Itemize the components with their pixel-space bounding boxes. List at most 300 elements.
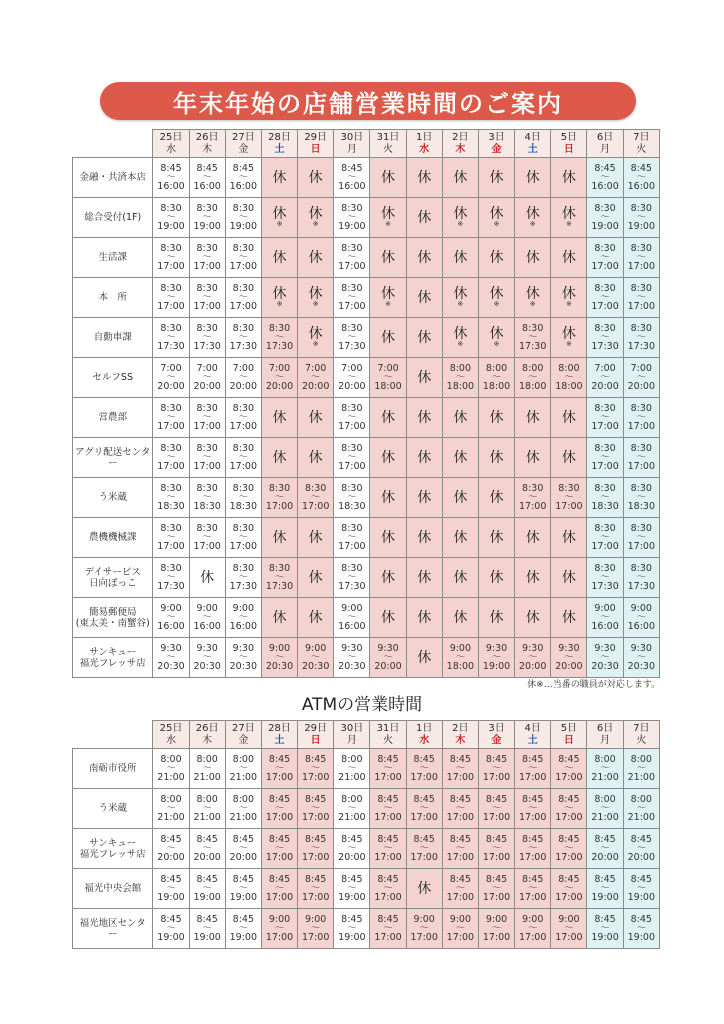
hours-cell [153,518,189,558]
hours-cell [334,869,370,909]
close-time: 17:00 [374,771,402,783]
close-time: 20:30 [157,660,185,672]
open-time: 9:30 [485,642,508,654]
open-time: 9:30 [522,642,544,654]
tilde: ～ [383,882,393,894]
day-number: 26日 [195,131,219,143]
hours-cell [406,789,442,829]
close-time: 17:00 [338,260,366,272]
tilde: ～ [491,882,502,894]
closed-mark: 休 [561,286,576,302]
close-time: 17:00 [519,931,547,943]
hours-cell [442,358,478,398]
tilde: ～ [274,651,285,663]
close-time: 17:00 [591,460,619,472]
open-time: 8:30 [160,282,182,294]
tilde: ～ [455,922,466,934]
open-time: 8:45 [413,753,435,765]
hours-cell [406,478,442,518]
close-time: 20:00 [338,380,366,392]
closed-mark: 休 [381,249,396,266]
close-time: 17:00 [555,771,583,783]
close-time: 17:00 [374,851,402,863]
closed-mark: 休 [308,206,323,222]
open-time: 8:45 [232,873,254,885]
open-time: 8:30 [232,402,254,414]
hours-cell [261,438,297,478]
hours-cell [261,238,297,278]
close-time: 17:00 [229,460,258,472]
hours-cell [515,829,551,869]
hours-cell [370,358,406,398]
hours-cell [298,638,334,678]
open-time: 8:30 [196,242,218,254]
tilde: ～ [347,651,357,663]
hours-cell [298,598,334,638]
open-time: 9:30 [341,642,363,654]
day-number: 29日 [304,131,328,143]
hours-cell [334,318,370,358]
open-time: 8:45 [268,753,291,765]
duty-mark: ※ [565,300,572,308]
hours-cell [298,558,334,598]
close-time: 18:30 [627,500,656,512]
close-time: 17:00 [410,811,438,823]
open-time: 9:30 [160,642,182,654]
open-time: 8:30 [341,442,363,454]
open-time: 7:00 [305,362,327,374]
close-time: 17:00 [229,260,258,272]
hours-cell [334,278,370,318]
tilde: ～ [202,491,212,503]
tilde: ～ [347,211,357,223]
open-time: 9:00 [413,913,435,925]
row-label [73,238,153,278]
hours-cell [515,789,551,829]
hours-cell [515,638,551,678]
hours-cell [334,749,370,789]
close-time: 17:00 [338,540,366,552]
hours-cell [406,909,442,949]
hours-cell [551,438,587,478]
row-label-line: 日向ぼっこ [88,577,137,589]
tilde: ～ [166,211,176,223]
closed-mark: 休 [381,206,396,222]
hours-cell [515,518,551,558]
hours-cell [298,318,334,358]
day-number: 25日 [159,722,183,734]
open-time: 8:30 [160,402,182,414]
closed-mark: 休 [561,206,576,222]
tilde: ～ [491,651,502,663]
hours-cell [261,749,297,789]
hours-cell [587,598,623,638]
close-time: 17:00 [301,931,330,943]
weekday: 木 [202,143,213,155]
day-number: 29日 [304,722,328,734]
tilde: ～ [347,611,357,623]
open-time: 7:00 [160,362,182,374]
open-time: 8:00 [594,793,616,805]
hours-cell [406,278,442,318]
hours-cell [623,238,659,278]
open-time: 8:45 [377,753,399,765]
hours-cell [442,829,478,869]
close-time: 20:00 [157,380,185,392]
open-time: 8:00 [485,362,508,374]
closed-mark: 休 [200,569,215,586]
closed-mark: 休 [561,409,576,426]
day-number: 2日 [452,131,469,143]
closed-mark: 休 [381,409,396,426]
day-header [587,721,623,749]
hours-cell [334,198,370,238]
close-time: 19:00 [229,220,258,232]
open-time: 8:30 [160,522,182,534]
close-time: 19:00 [338,220,366,232]
tilde: ～ [527,882,538,894]
day-header [442,721,478,749]
tilde: ～ [274,331,285,343]
row-label-line: デイサービス [84,566,141,578]
hours-cell [442,238,478,278]
hours-cell [551,198,587,238]
hours-cell [370,789,406,829]
tilde: ～ [636,802,647,814]
close-time: 20:00 [301,380,330,392]
hours-cell [515,278,551,318]
hours-cell [551,238,587,278]
hours-cell [442,318,478,358]
hours-cell [587,909,623,949]
row-label-line: 農機機械課 [88,532,137,543]
hours-cell [334,438,370,478]
open-time: 8:45 [594,913,616,925]
close-time: 17:00 [519,891,547,903]
closed-mark: 休 [561,569,576,586]
close-time: 17:00 [338,460,366,472]
tilde: ～ [202,842,212,854]
close-time: 18:30 [193,500,221,512]
hours-cell [153,278,189,318]
close-time: 17:00 [229,540,258,552]
hours-cell [406,198,442,238]
open-time: 8:45 [377,833,399,845]
tilde: ～ [600,762,610,774]
tilde: ～ [347,762,357,774]
tilde: ～ [636,762,647,774]
hours-cell [298,438,334,478]
hours-cell [478,398,514,438]
close-time: 20:30 [627,660,656,672]
open-time: 8:30 [196,522,218,534]
tilde: ～ [202,531,212,543]
tilde: ～ [238,922,249,934]
close-time: 19:00 [627,220,656,232]
close-time: 17:30 [193,340,221,352]
tilde: ～ [527,802,538,814]
day-header [442,130,478,158]
table-row [73,598,660,638]
weekday: 土 [527,143,538,155]
close-time: 17:30 [229,340,258,352]
hours-cell [225,398,261,438]
open-time: 8:45 [377,793,399,805]
row-label [73,869,153,909]
close-time: 17:00 [482,811,511,823]
closed-mark: 休 [489,529,504,546]
tilde: ～ [527,922,538,934]
tilde: ～ [166,491,176,503]
hours-cell [587,198,623,238]
footnote: 休※…当番の職員が対応します。 [527,680,660,690]
close-time: 17:00 [374,811,402,823]
hours-cell [478,749,514,789]
day-number: 3日 [488,722,505,734]
hours-cell [442,789,478,829]
hours-cell [478,278,514,318]
hours-cell [189,598,225,638]
open-time: 8:30 [630,242,652,254]
hours-cell [478,789,514,829]
hours-cell [370,518,406,558]
weekday: 金 [238,143,249,155]
tilde: ～ [274,491,285,503]
duty-mark: ※ [457,300,464,308]
day-number: 31日 [376,131,400,143]
hours-cell [478,318,514,358]
close-time: 17:00 [265,851,294,863]
hours-cell [261,638,297,678]
tilde: ～ [202,371,212,383]
close-time: 19:00 [627,891,656,903]
tilde: ～ [636,531,647,543]
hours-cell [478,598,514,638]
hours-cell [551,278,587,318]
tilde: ～ [166,371,176,383]
open-time: 8:00 [196,753,218,765]
open-time: 9:30 [594,642,616,654]
open-time: 8:30 [160,442,182,454]
closed-mark: 休 [561,449,576,466]
header-corner [73,130,153,158]
closed-mark: 休 [525,169,540,186]
hours-cell [442,518,478,558]
hours-cell [225,598,261,638]
open-time: 8:00 [232,753,254,765]
tilde: ～ [166,531,176,543]
tilde: ～ [347,411,357,423]
tilde: ～ [202,251,212,263]
tilde: ～ [238,762,249,774]
open-time: 8:45 [558,873,580,885]
hours-cell [370,318,406,358]
close-time: 17:00 [519,811,547,823]
closed-mark: 休 [381,449,396,466]
tilde: ～ [166,571,176,583]
hours-cell [623,909,659,949]
hours-cell [515,398,551,438]
hours-cell [587,158,623,198]
hours-cell [551,558,587,598]
tilde: ～ [347,491,357,503]
row-label-line: 福光地区センター [79,917,146,940]
hours-cell [298,358,334,398]
open-time: 8:45 [305,833,327,845]
close-time: 17:00 [265,500,294,512]
duty-mark: ※ [565,220,572,228]
hours-cell [370,869,406,909]
hours-cell [623,598,659,638]
open-time: 8:30 [232,202,254,214]
hours-cell [334,638,370,678]
duty-mark: ※ [493,340,500,348]
tilde: ～ [202,762,212,774]
hours-cell [153,318,189,358]
close-time: 17:00 [157,540,185,552]
hours-cell [298,278,334,318]
tilde: ～ [274,371,285,383]
hours-cell [478,518,514,558]
tilde: ～ [202,331,212,343]
open-time: 8:45 [485,753,508,765]
tilde: ～ [600,571,610,583]
open-time: 8:00 [232,793,254,805]
tilde: ～ [274,882,285,894]
weekday: 水 [419,734,430,746]
open-time: 8:30 [630,522,652,534]
hours-cell [153,598,189,638]
table-row [73,909,660,949]
tilde: ～ [600,491,610,503]
tilde: ～ [166,171,176,183]
hours-cell [189,398,225,438]
tilde: ～ [636,171,647,183]
weekday: 火 [636,143,647,155]
close-time: 17:00 [229,420,258,432]
open-time: 8:30 [160,322,182,334]
table-row [73,478,660,518]
hours-cell [587,638,623,678]
closed-mark: 休 [489,569,504,586]
closed-mark: 休 [417,249,432,266]
closed-mark: 休 [417,489,432,506]
close-time: 17:00 [265,811,294,823]
open-time: 8:45 [558,753,580,765]
hours-cell [406,158,442,198]
day-header [623,130,659,158]
close-time: 18:00 [374,380,402,392]
open-time: 9:00 [232,602,254,614]
close-time: 19:00 [193,891,221,903]
hours-cell [623,398,659,438]
duty-mark: ※ [312,220,319,228]
close-time: 17:00 [410,771,438,783]
open-time: 8:00 [341,753,363,765]
close-time: 17:00 [229,300,258,312]
hours-cell [225,638,261,678]
tilde: ～ [383,762,393,774]
hours-cell [261,789,297,829]
open-time: 7:00 [594,362,616,374]
hours-cell [261,518,297,558]
hours-cell [551,749,587,789]
hours-cell [261,829,297,869]
close-time: 17:30 [519,340,547,352]
open-time: 9:00 [305,642,327,654]
open-time: 8:30 [594,442,616,454]
header-row [73,721,660,749]
day-number: 28日 [268,131,291,143]
hours-cell [442,749,478,789]
hours-cell [334,478,370,518]
tilde: ～ [238,251,249,263]
close-time: 17:00 [157,300,185,312]
tilde: ～ [166,802,176,814]
open-time: 8:45 [377,873,399,885]
hours-cell [587,398,623,438]
close-time: 20:00 [193,380,221,392]
hours-cell [153,789,189,829]
table-row [73,278,660,318]
close-time: 20:30 [338,660,366,672]
open-time: 8:00 [449,362,472,374]
closed-mark: 休 [272,169,287,186]
row-label [73,518,153,558]
closed-mark: 休 [308,409,323,426]
hours-cell [225,278,261,318]
open-time: 8:45 [594,162,616,174]
close-time: 17:30 [265,340,294,352]
close-time: 17:00 [265,931,294,943]
day-number: 6日 [596,722,614,734]
hours-cell [406,438,442,478]
close-time: 17:30 [157,580,185,592]
open-time: 9:30 [196,642,218,654]
tilde: ～ [238,611,249,623]
row-label-line: う米蔵 [98,803,127,814]
day-number: 27日 [231,131,255,143]
hours-cell [623,558,659,598]
tilde: ～ [166,651,176,663]
tilde: ～ [636,922,647,934]
tilde: ～ [166,762,176,774]
weekday: 水 [419,143,430,155]
closed-mark: 休 [525,609,540,626]
atm-hours-table [72,720,660,949]
hours-cell [551,869,587,909]
day-number: 30日 [340,131,364,143]
tilde: ～ [238,371,249,383]
hours-cell [153,638,189,678]
day-number: 4日 [524,722,541,734]
tilde: ～ [347,291,357,303]
open-time: 9:00 [485,913,508,925]
day-header [298,721,334,749]
open-time: 9:00 [160,602,182,614]
weekday: 水 [165,143,176,155]
tilde: ～ [238,171,249,183]
hours-cell [370,558,406,598]
tilde: ～ [455,882,466,894]
close-time: 21:00 [157,811,185,823]
hours-cell [442,909,478,949]
duty-mark: ※ [385,300,391,308]
hours-cell [515,318,551,358]
table-row [73,869,660,909]
open-time: 8:45 [160,833,182,845]
hours-cell [189,358,225,398]
